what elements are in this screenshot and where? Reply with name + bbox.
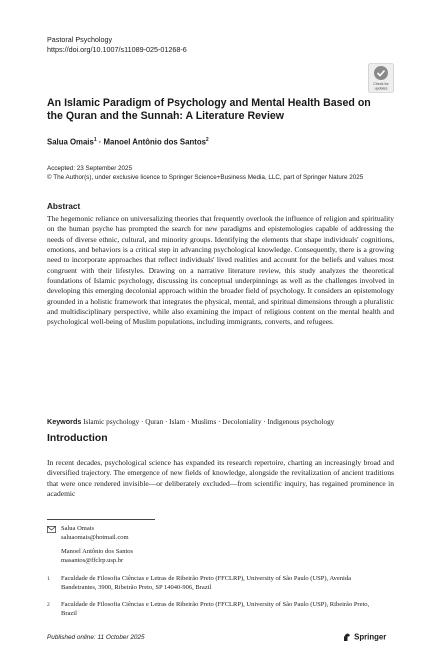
keywords-section xyxy=(47,417,387,427)
author-2[interactable]: Manoel Antônio dos Santos xyxy=(103,137,206,147)
contact-2-name: Manoel Antônio dos Santos xyxy=(61,548,134,556)
check-for-updates-icon xyxy=(368,63,394,93)
affiliation-2-text: Faculdade de Filosofia Ciências e Letras de Ribeirão Preto (FFCLRP), University of São Paulo (USP), Ribeirão Preto, Brazil xyxy=(61,601,370,617)
affiliation-1-text: Faculdade de Filosofia Ciências e Letras de Ribeirão Preto (FFCLRP), University of São Paulo (USP), Avenida Bandeirantes, 3900, Ribeirão Preto, SP 14040-906, Brazil xyxy=(61,575,351,591)
keywords-label: Keywords xyxy=(47,417,82,426)
published-online: Published online: 11 October 2025 xyxy=(47,634,145,641)
author-separator: · xyxy=(98,137,102,147)
introduction-heading: Introduction xyxy=(47,433,108,444)
contact-1-email[interactable]: saluaomais@hotmail.com xyxy=(61,533,129,541)
footnote-divider xyxy=(47,519,155,520)
journal-header xyxy=(47,35,187,54)
affiliation-2-number: 2 xyxy=(47,602,50,608)
author-1-affiliation: 1 xyxy=(93,137,97,143)
author-1[interactable]: Salua Omais xyxy=(47,137,94,147)
check-for-updates-badge[interactable] xyxy=(368,63,394,93)
article-meta xyxy=(47,164,363,183)
keywords-text: Islamic psychology · Quran · Islam · Muslims · Decoloniality · Indigenous psychology xyxy=(83,418,335,426)
copyright-line: © The Author(s), under exclusive licence to Springer Science+Business Media, LLC, part of Springer Nature 2025 xyxy=(47,174,364,182)
author-2-affiliation: 2 xyxy=(205,137,209,143)
contact-2-email[interactable]: masantos@ffclrp.usp.br xyxy=(61,556,124,564)
publisher-logo xyxy=(342,632,386,642)
envelope-icon xyxy=(47,526,56,533)
accepted-date: Accepted: 23 September 2025 xyxy=(47,165,133,172)
article-title: An Islamic Paradigm of Psychology and Mental Health Based on the Quran and the Sunnah: A Literature Review xyxy=(47,97,371,123)
journal-name: Pastoral Psychology xyxy=(47,35,113,44)
journal-doi[interactable]: https://doi.org/10.1007/s11089-025-01268-6 xyxy=(47,44,187,54)
abstract-text: The hegemonic reliance on universalizing theories that frequently overlook the influence of religion and spirituality on the human psyche has prompted the search for new paradigms and epistemologies capable of addressing the needs of diverse ethnic, cultural, and minority groups. Identifying the elements that shape individuals' cognitions, emotions, and behaviors is a critical step in advancing psychological knowledge. Consequently, there is a growing need to incorporate approaches that reflect individuals' lived realities and account for the beliefs and values most congruent with their lifestyles. Drawing on a narrative literature review, this study analyzes the theoretical foundations of Islamic psychology, discussing its conceptual underpinnings as well as the challenges involved in developing this emerging decolonial approach within the broader field of psychology. It considers an epistemology grounded in a holistic framework that integrates the physical, mental, and spiritual dimensions through a pluralistic and multidisciplinary perspective, while also examining the impact of religious content on the mental health and psychological well-being of Muslim populations, including immigrants, converts, and refugees. xyxy=(47,214,394,327)
affiliation-1-number: 1 xyxy=(47,576,50,582)
springer-horse-icon xyxy=(342,632,352,642)
abstract-heading: Abstract xyxy=(47,202,81,211)
publisher-name: Springer xyxy=(354,632,387,642)
author-list xyxy=(47,137,209,147)
contact-1-name: Salua Omais xyxy=(61,525,95,532)
introduction-text: In recent decades, psychological science has expanded its research repertoire, charting an increasingly broad and diversified trajectory. The emergence of new fields of knowledge, alongside the revitalization of ancient traditions that were once rendered invisible—or deliberately excluded—from scientific inquiry, has regained prominence in academic xyxy=(47,458,394,499)
badge-line2: updates xyxy=(374,86,388,91)
badge-line1: Check for xyxy=(373,82,389,86)
